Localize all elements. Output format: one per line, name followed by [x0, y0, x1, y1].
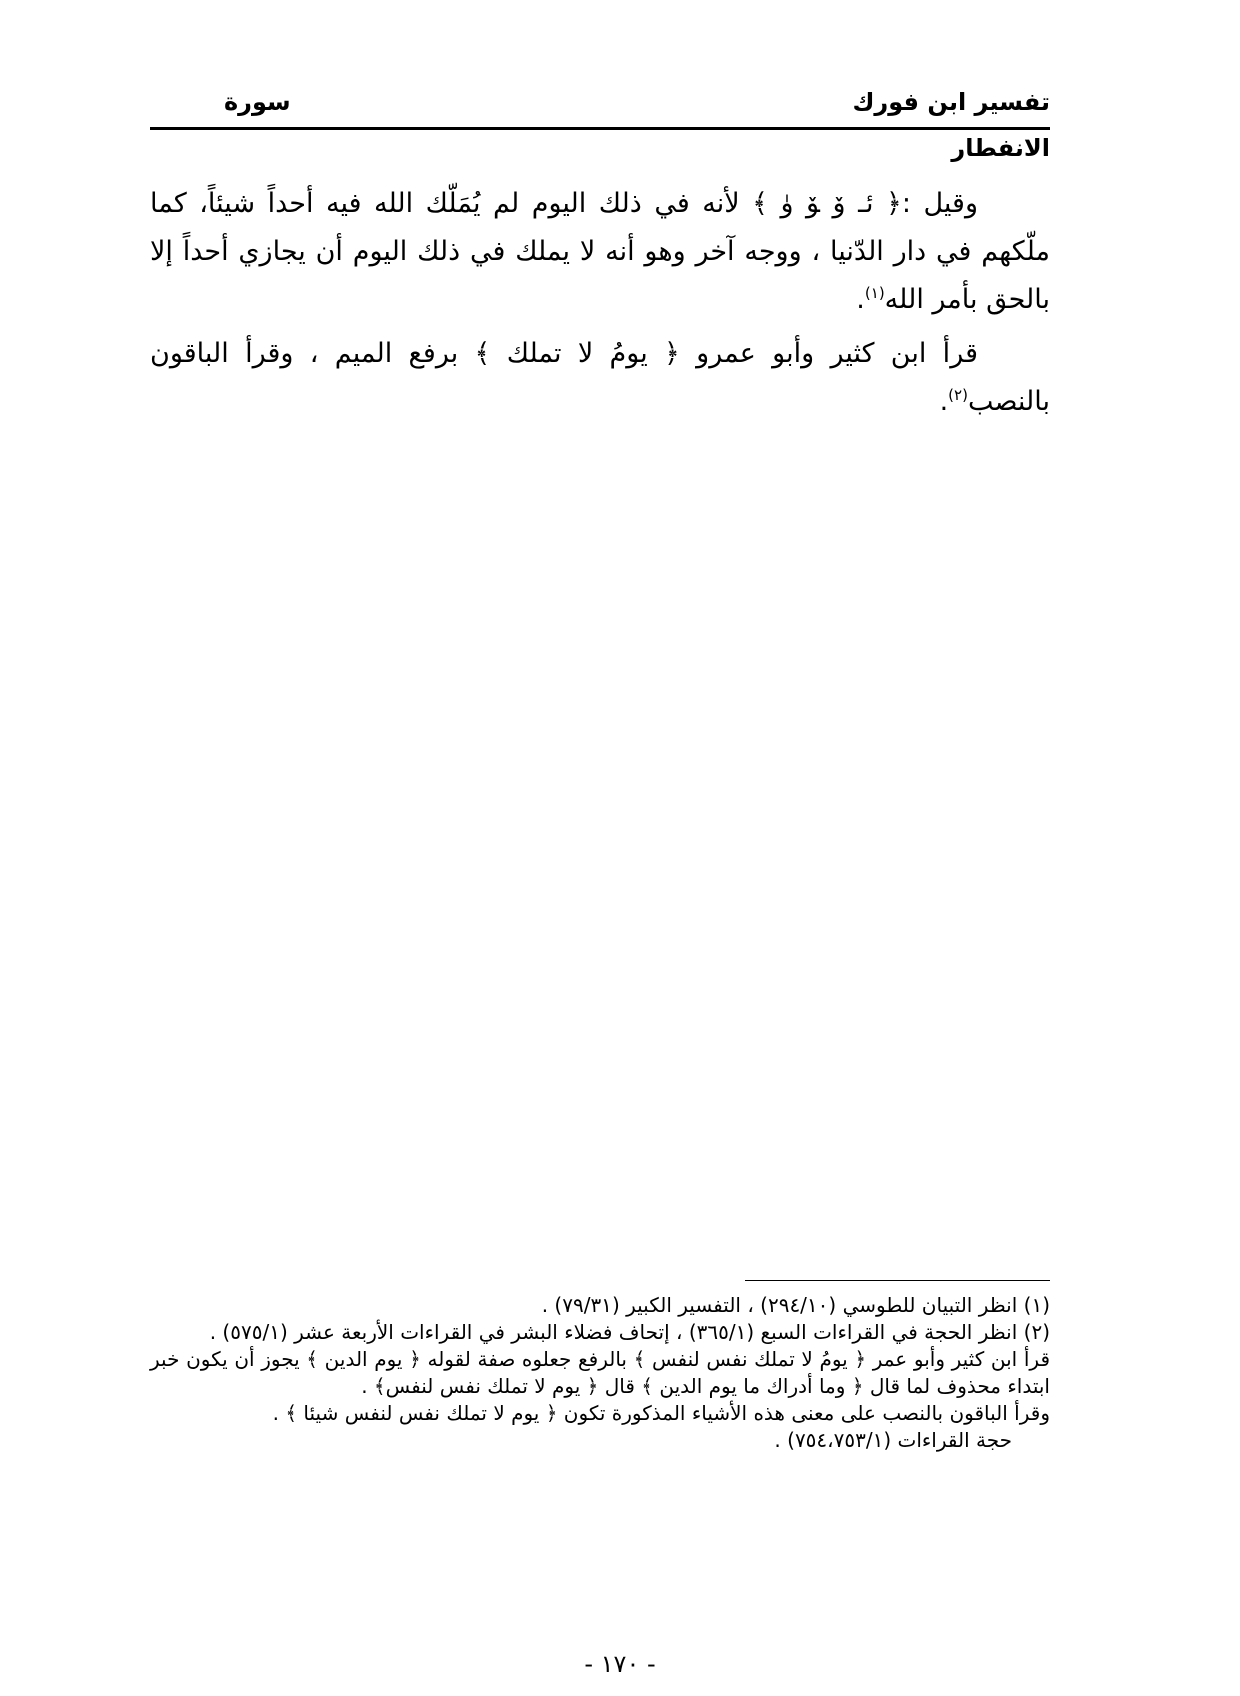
surah-name: الانفطار	[951, 134, 1050, 162]
footnote-ref[interactable]: (٢)	[948, 386, 968, 404]
book-title: تفسير ابن فورك	[852, 88, 1050, 116]
footnote: (٢) انظر الحجة في القراءات السبع (٣٦٥/١) ، إتحاف فضلاء البشر في القراءات الأربعة عشر (٥٧٥/١) .	[209, 1320, 1050, 1344]
footnote: (١) انظر التبيان للطوسي (٢٩٤/١٠) ، التفسير الكبير (٧٩/٣١) .	[541, 1293, 1050, 1317]
paragraph-text: قرأ ابن كثير وأبو عمرو ﴿ يومُ لا تملك ﴾ برفع الميم ، وقرأ الباقون بالنصب	[150, 338, 1050, 417]
footnote: وقرأ الباقون بالنصب على معنى هذه الأشياء المذكورة تكون ﴿ يوم لا تملك نفس لنفس شيئا ﴾ .	[272, 1401, 1050, 1425]
paragraph-end: .	[856, 284, 865, 315]
footnote: قرأ ابن كثير وأبو عمر ﴿ يومُ لا تملك نفس لنفس ﴾ بالرفع جعلوه صفة لقوله ﴿ يوم الدين ﴾ يجوز أن يكون خبر ابتداء محذوف لما قال ﴿ وما أدراك ما يوم الدين ﴾ قال ﴿ يوم لا تملك نفس لنفس﴾ .	[150, 1347, 1050, 1398]
footnote-divider	[745, 1280, 1050, 1281]
running-header	[150, 84, 1050, 124]
main-text	[150, 180, 1050, 432]
footnote: حجة القراءات (٧٥٤،٧٥٣/١) .	[774, 1428, 1012, 1452]
header-divider	[150, 127, 1050, 130]
paragraph-end: .	[939, 386, 949, 417]
footnote-ref[interactable]: (١)	[864, 284, 885, 302]
paragraph-text: وقيل :﴿ ئـ ﯙ ﯚ ﯛ ﴾ لأنه في ذلك اليوم لم يُمَلّك الله فيه أحداً شيئاً، كما ملّكهم في دار الدّنيا ، ووجه آخر وهو أنه لا يملك في ذلك اليوم أن يجازي أحداً إلا بالحق بأمر الله	[150, 188, 1050, 315]
surah-label: سورة	[224, 88, 291, 116]
paragraph	[150, 180, 1050, 324]
paragraph	[150, 330, 1050, 426]
page-number: - ١٧٠ -	[584, 1650, 656, 1678]
footnotes	[150, 1292, 1050, 1454]
